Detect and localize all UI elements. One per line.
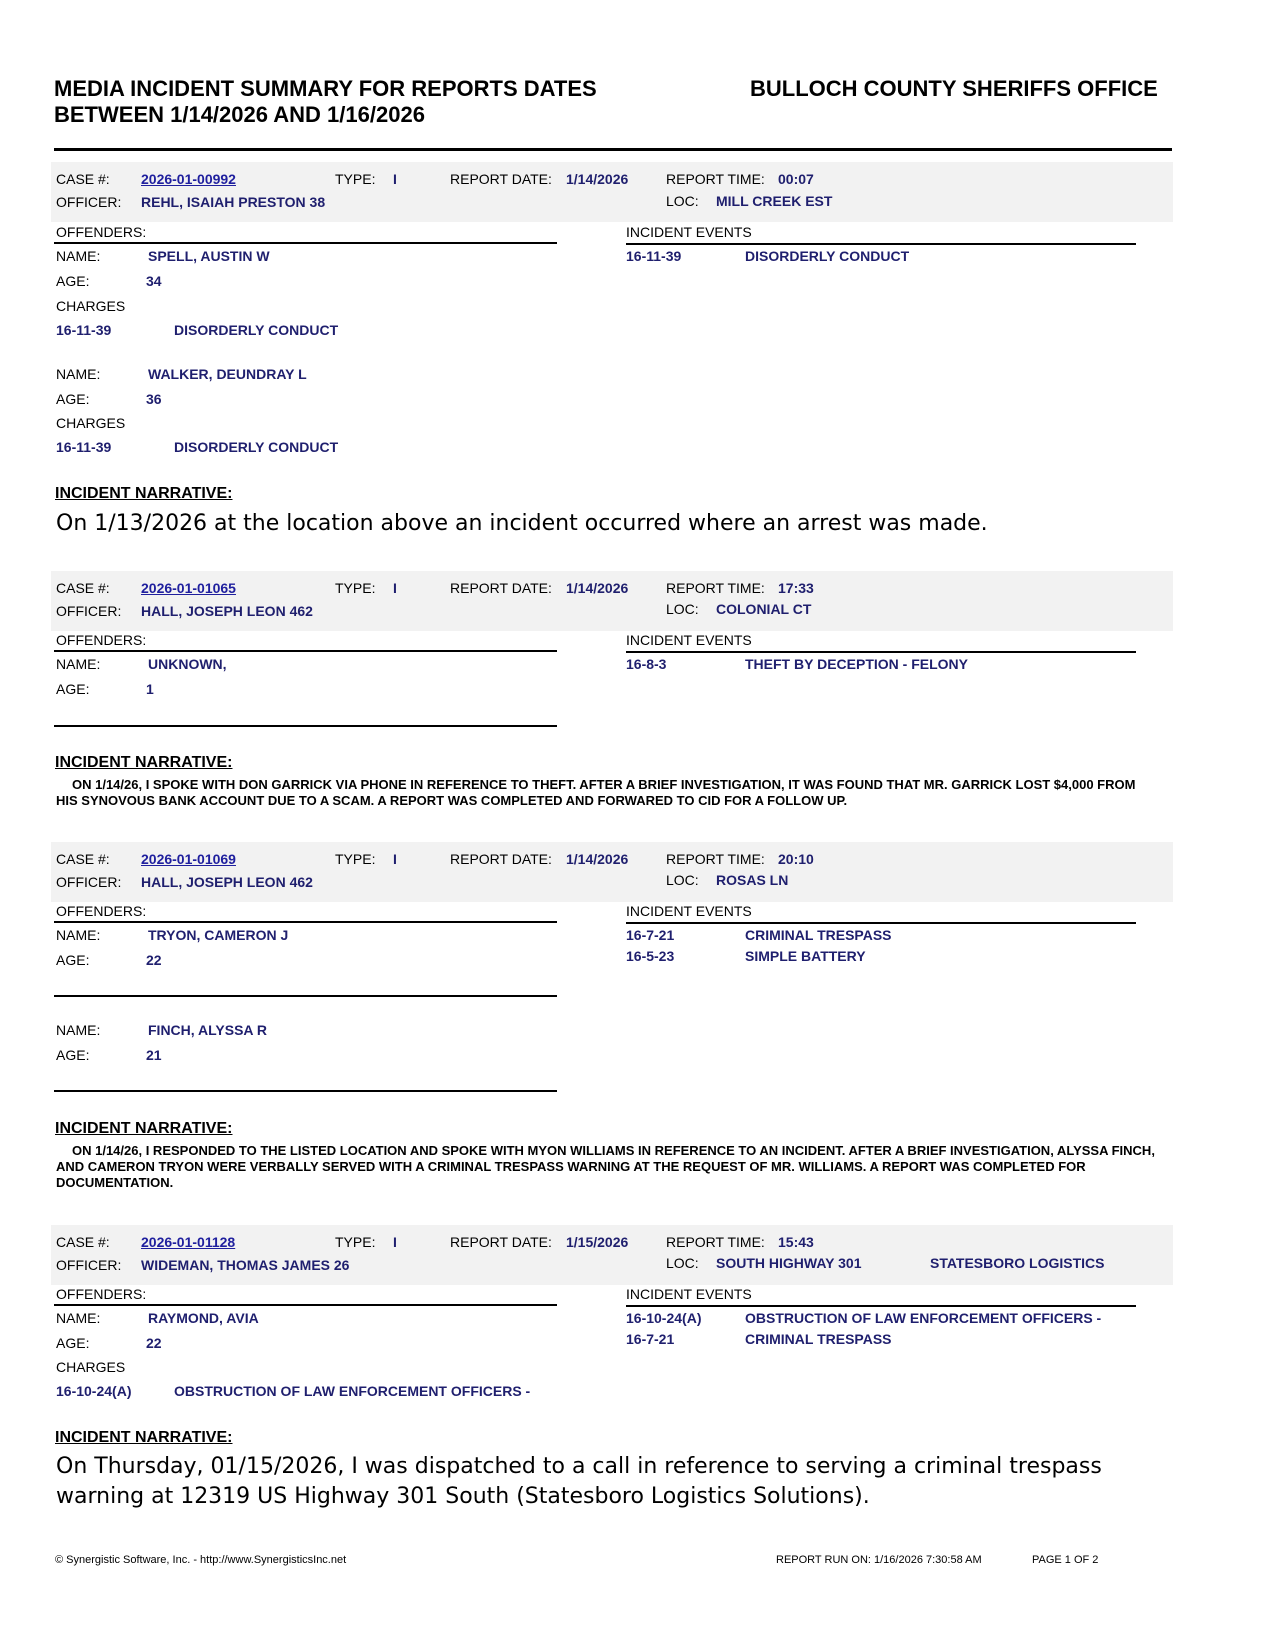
agency-name: BULLOCH COUNTY SHERIFFS OFFICE <box>750 76 1158 101</box>
event-description: CRIMINAL TRESPASS <box>745 927 892 943</box>
loc-secondary-value: STATESBORO LOGISTICS <box>930 1255 1105 1271</box>
event-code: 16-7-21 <box>626 927 675 943</box>
events-rule <box>626 243 1136 245</box>
offenders-label: OFFENDERS: <box>56 903 147 919</box>
report-time-value: 17:33 <box>778 580 814 596</box>
report-time-label: REPORT TIME: <box>666 1234 765 1250</box>
narrative-text: ON 1/14/26, I RESPONDED TO THE LISTED LOCATION AND SPOKE WITH MYON WILLIAMS IN REFERENCE TO AN INCIDENT. AFTER A BRIEF INVESTIGATION, ALYSSA FINCH, AND CAMERON TRYON WERE VERBALLY SERVED WITH A CRIMINAL TRESPASS WARNING AT THE REQUEST OF MR. WILLIAMS. A REPORT WAS COMPLETED FOR DOCUMENTATION. <box>56 1143 1155 1190</box>
incident-events-label: INCIDENT EVENTS <box>626 632 752 648</box>
officer-label: OFFICER: <box>56 603 122 619</box>
offenders-rule <box>54 1304 557 1306</box>
report-date-label: REPORT DATE: <box>450 851 552 867</box>
report-date-value: 1/15/2026 <box>566 1234 629 1250</box>
officer-value: HALL, JOSEPH LEON 462 <box>141 603 313 619</box>
offender-name: RAYMOND, AVIA <box>148 1310 259 1326</box>
narrative-heading: INCIDENT NARRATIVE: <box>55 1429 233 1446</box>
officer-label: OFFICER: <box>56 194 122 210</box>
charge-description: DISORDERLY CONDUCT <box>174 439 339 455</box>
offenders-label: OFFENDERS: <box>56 224 147 240</box>
age-label: AGE: <box>56 681 90 697</box>
offenders-rule <box>54 650 557 652</box>
events-rule <box>626 651 1136 653</box>
type-value: I <box>393 580 397 596</box>
loc-value: COLONIAL CT <box>716 601 812 617</box>
charge-code: 16-11-39 <box>56 439 112 455</box>
officer-value: WIDEMAN, THOMAS JAMES 26 <box>141 1257 350 1273</box>
report-run-on: REPORT RUN ON: 1/16/2026 7:30:58 AM <box>776 1554 982 1566</box>
offender-age: 22 <box>146 1335 162 1351</box>
officer-value: HALL, JOSEPH LEON 462 <box>141 874 313 890</box>
age-label: AGE: <box>56 952 90 968</box>
name-label: NAME: <box>56 1310 101 1326</box>
report-time-label: REPORT TIME: <box>666 580 765 596</box>
loc-value: SOUTH HIGHWAY 301 <box>716 1255 862 1271</box>
incident-events-label: INCIDENT EVENTS <box>626 903 752 919</box>
case-label: CASE #: <box>56 1234 110 1250</box>
case-label: CASE #: <box>56 171 110 187</box>
event-code: 16-11-39 <box>626 248 682 264</box>
offender-separator <box>54 995 557 997</box>
name-label: NAME: <box>56 1022 101 1038</box>
officer-label: OFFICER: <box>56 1257 122 1273</box>
report-date-value: 1/14/2026 <box>566 171 629 187</box>
charges-label: CHARGES <box>56 298 126 314</box>
event-code: 16-7-21 <box>626 1331 675 1347</box>
narrative-heading: INCIDENT NARRATIVE: <box>55 754 233 771</box>
offender-name: SPELL, AUSTIN W <box>148 248 270 264</box>
offender-age: 36 <box>146 391 162 407</box>
loc-value: ROSAS LN <box>716 872 789 888</box>
event-description: CRIMINAL TRESPASS <box>745 1331 892 1347</box>
offender-name: WALKER, DEUNDRAY L <box>148 366 307 382</box>
type-value: I <box>393 1234 397 1250</box>
offender-age: 34 <box>146 273 162 289</box>
case-number-link[interactable]: 2026-01-01069 <box>141 851 236 867</box>
narrative-text: ON 1/14/26, I SPOKE WITH DON GARRICK VIA PHONE IN REFERENCE TO THEFT. AFTER A BRIEF INVESTIGATION, IT WAS FOUND THAT MR. GARRICK LOST $4,000 FROM HIS SYNOVOUS BANK ACCOUNT DUE TO A SCAM. A REPORT WAS COMPLETED AND FORWARED TO CID FOR A FOLLOW UP. <box>56 777 1136 808</box>
case-number-link[interactable]: 2026-01-01128 <box>141 1234 236 1250</box>
report-date-label: REPORT DATE: <box>450 171 552 187</box>
offender-separator <box>54 1090 557 1092</box>
offenders-label: OFFENDERS: <box>56 632 147 648</box>
event-code: 16-8-3 <box>626 656 667 672</box>
offender-age: 1 <box>146 681 154 697</box>
age-label: AGE: <box>56 1047 90 1063</box>
case-label: CASE #: <box>56 580 110 596</box>
offenders-rule <box>54 242 557 244</box>
report-time-value: 20:10 <box>778 851 814 867</box>
officer-value: REHL, ISAIAH PRESTON 38 <box>141 194 326 210</box>
name-label: NAME: <box>56 248 101 264</box>
loc-label: LOC: <box>666 193 699 209</box>
charges-label: CHARGES <box>56 1359 126 1375</box>
loc-label: LOC: <box>666 872 699 888</box>
age-label: AGE: <box>56 273 90 289</box>
events-rule <box>626 1305 1136 1307</box>
type-value: I <box>393 851 397 867</box>
report-title-line-2: BETWEEN 1/14/2026 AND 1/16/2026 <box>54 102 425 127</box>
events-rule <box>626 922 1136 924</box>
report-time-label: REPORT TIME: <box>666 171 765 187</box>
event-code: 16-10-24(A) <box>626 1310 702 1326</box>
age-label: AGE: <box>56 391 90 407</box>
narrative-heading: INCIDENT NARRATIVE: <box>55 485 233 502</box>
narrative-text: On 1/13/2026 at the location above an incident occurred where an arrest was made. <box>56 511 988 536</box>
type-value: I <box>393 171 397 187</box>
offender-age: 21 <box>146 1047 162 1063</box>
officer-label: OFFICER: <box>56 874 122 890</box>
event-description: DISORDERLY CONDUCT <box>745 248 910 264</box>
report-time-value: 00:07 <box>778 171 814 187</box>
report-title-line-1: MEDIA INCIDENT SUMMARY FOR REPORTS DATES <box>54 76 597 101</box>
name-label: NAME: <box>56 366 101 382</box>
event-description: THEFT BY DECEPTION - FELONY <box>745 656 968 672</box>
case-number-link[interactable]: 2026-01-00992 <box>141 171 236 187</box>
offender-name: TRYON, CAMERON J <box>148 927 289 943</box>
age-label: AGE: <box>56 1335 90 1351</box>
loc-value: MILL CREEK EST <box>716 193 833 209</box>
type-label: TYPE: <box>335 171 376 187</box>
event-code: 16-5-23 <box>626 948 675 964</box>
narrative-text: On Thursday, 01/15/2026, I was dispatched to a call in reference to serving a criminal trespass warning at 12319 US Highway 301 South (Statesboro Logistics Solutions). <box>56 1454 1102 1509</box>
report-time-value: 15:43 <box>778 1234 814 1250</box>
incident-events-label: INCIDENT EVENTS <box>626 224 752 240</box>
report-date-value: 1/14/2026 <box>566 580 629 596</box>
offenders-rule <box>54 921 557 923</box>
charge-code: 16-10-24(A) <box>56 1383 132 1399</box>
narrative-heading: INCIDENT NARRATIVE: <box>55 1120 233 1137</box>
charges-label: CHARGES <box>56 415 126 431</box>
offender-name: FINCH, ALYSSA R <box>148 1022 268 1038</box>
report-time-label: REPORT TIME: <box>666 851 765 867</box>
loc-label: LOC: <box>666 1255 699 1271</box>
loc-label: LOC: <box>666 601 699 617</box>
offender-separator <box>54 725 557 727</box>
name-label: NAME: <box>56 656 101 672</box>
charge-code: 16-11-39 <box>56 322 112 338</box>
offender-age: 22 <box>146 952 162 968</box>
type-label: TYPE: <box>335 580 376 596</box>
type-label: TYPE: <box>335 1234 376 1250</box>
charge-description: OBSTRUCTION OF LAW ENFORCEMENT OFFICERS - <box>174 1383 531 1399</box>
event-description: OBSTRUCTION OF LAW ENFORCEMENT OFFICERS - <box>745 1310 1102 1326</box>
header-rule <box>54 148 1172 151</box>
type-label: TYPE: <box>335 851 376 867</box>
case-number-link[interactable]: 2026-01-01065 <box>141 580 236 596</box>
report-date-value: 1/14/2026 <box>566 851 629 867</box>
case-label: CASE #: <box>56 851 110 867</box>
offenders-label: OFFENDERS: <box>56 1286 147 1302</box>
name-label: NAME: <box>56 927 101 943</box>
charge-description: DISORDERLY CONDUCT <box>174 322 339 338</box>
report-date-label: REPORT DATE: <box>450 1234 552 1250</box>
event-description: SIMPLE BATTERY <box>745 948 866 964</box>
page-number: PAGE 1 OF 2 <box>1032 1554 1099 1566</box>
incident-events-label: INCIDENT EVENTS <box>626 1286 752 1302</box>
copyright-text: © Synergistic Software, Inc. - http://www.SynergisticsInc.net <box>55 1554 347 1566</box>
offender-name: UNKNOWN, <box>148 656 227 672</box>
report-date-label: REPORT DATE: <box>450 580 552 596</box>
